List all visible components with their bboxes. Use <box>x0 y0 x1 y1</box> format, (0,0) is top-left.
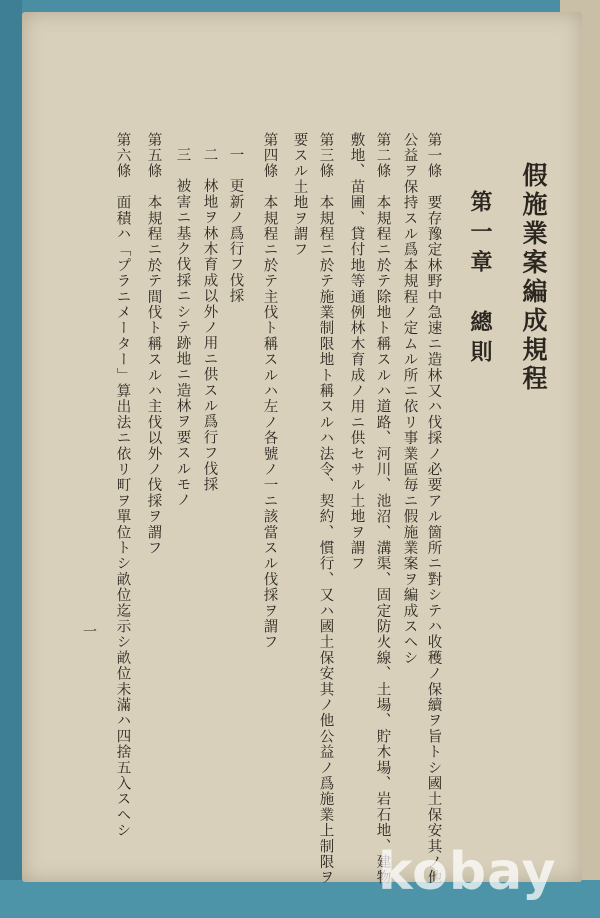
background-left <box>0 0 22 918</box>
text-column: 第六條 面積ハ「プラニメーター」算出法ニ依リ町ヲ單位トシ畝位迄示シ畝位未滿ハ四捨五入スヘシ <box>114 132 131 839</box>
text-column: 要スル土地ヲ謂フ <box>291 132 308 258</box>
book-page <box>22 12 582 886</box>
text-column: 三 被害ニ基ク伐採ニシテ跡地ニ造林ヲ要スルモノ <box>174 147 191 509</box>
text-column: 二 林地ヲ林木育成以外ノ用ニ供スル爲行フ伐採 <box>201 147 218 493</box>
text-column: 第一條 要存豫定林野中急速ニ造林又ハ伐採ノ必要アル箇所ニ對シテハ收穫ノ保續ヲ旨トシ國土保安其ノ他 <box>425 132 442 886</box>
text-column: 第二條 本規程ニ於テ除地ト稱スルハ道路、河川、池沼、溝渠、固定防火線、土場、貯木場、岩石地、建物 <box>374 132 391 886</box>
text-column: 第四條 本規程ニ於テ主伐ト稱スルハ左ノ各號ノ一ニ該當スル伐採ヲ謂フ <box>261 132 278 651</box>
watermark-logo: kobay <box>378 842 557 902</box>
page-number: 一 <box>81 624 97 638</box>
text-column: 敷地、苗圃、貸付地等通例林木育成ノ用ニ供セサル土地ヲ謂フ <box>348 132 365 572</box>
text-column: 第三條 本規程ニ於テ施業制限地ト稱スルハ法令、契約、慣行、又ハ國土保安其ノ他公益ノ爲施業上制限ヲ <box>317 132 334 886</box>
document-title: 假施業案編成規程 <box>519 162 548 394</box>
chapter-heading: 第一章 總則 <box>467 190 493 370</box>
text-column: 公益ヲ保持スル爲本規程ノ定ムル所ニ依リ事業區毎ニ假施業案ヲ編成スヘシ <box>401 132 418 666</box>
text-column: 第五條 本規程ニ於テ間伐ト稱スルハ主伐以外ノ伐採ヲ謂フ <box>145 132 162 556</box>
text-column: 一 更新ノ爲行フ伐採 <box>227 147 244 304</box>
